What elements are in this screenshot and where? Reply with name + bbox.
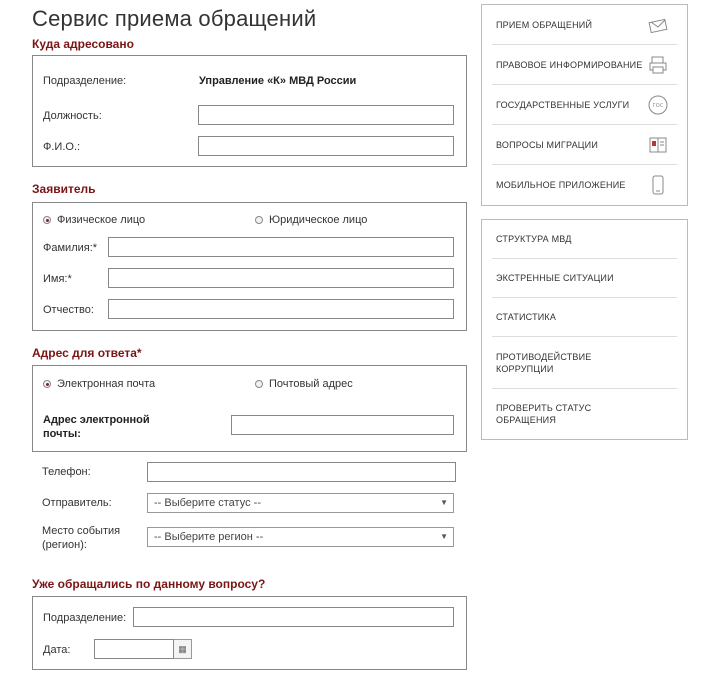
division-value: Управление «К» МВД России [199,75,357,87]
sidebar-item-label: МОБИЛЬНОЕ ПРИЛОЖЕНИЕ [496,180,626,190]
fio-label: Ф.И.О.: [43,141,81,153]
calendar-icon[interactable]: ▦ [174,639,192,659]
sidebar-item-structure[interactable] [492,220,677,259]
patronymic-input[interactable] [108,299,454,319]
phone-icon [647,174,669,196]
sidebar-item-legal-info[interactable] [492,45,677,85]
sidebar-item-migration[interactable] [492,125,677,165]
prev-division-label: Подразделение: [43,612,127,624]
radio-dot [43,216,51,224]
position-input[interactable] [198,105,454,125]
patronymic-label: Отчество: [43,304,94,316]
sidebar-item-label: ЭКСТРЕННЫЕ СИТУАЦИИ [496,273,614,283]
previous-box [32,596,467,670]
phone-input[interactable] [147,462,456,482]
sidebar-item-label: ПРИЕМ ОБРАЩЕНИЙ [496,19,593,30]
gosuslugi-icon [647,94,669,116]
sidebar-item-label: ПРАВОВОЕ ИНФОРМИРОВАНИЕ [496,59,643,70]
sidebar-item-label: СТРУКТУРА МВД [496,234,572,244]
radio-dot [255,216,263,224]
sender-select[interactable] [147,493,454,513]
position-label: Должность: [43,110,102,122]
sidebar-item-label: СТАТИСТИКА [496,312,557,322]
radio-email-label: Электронная почта [57,378,156,390]
prev-date-input[interactable] [94,639,174,659]
radio-legal[interactable] [255,214,367,226]
sidebar-item-label: ВОПРОСЫ МИГРАЦИИ [496,139,598,150]
sidebar-item-emergency[interactable] [492,259,677,298]
sidebar-item-gov-services[interactable] [492,85,677,125]
email-label: Адрес электронной почты: [43,414,150,440]
envelope-icon [647,14,669,36]
location-label: Место события (регион): [42,525,121,551]
location-select-value: -- Выберите регион -- [154,531,264,543]
sidebar-item-statistics[interactable] [492,298,677,337]
reply-box [32,365,467,452]
lastname-input[interactable] [108,237,454,257]
svg-text:гос: гос [652,102,664,109]
radio-dot [255,380,263,388]
sidebar-item-label: ПРОВЕРИТЬ СТАТУС ОБРАЩЕНИЯ [496,403,592,425]
radio-post-label: Почтовый адрес [269,378,353,390]
sidebar-item-anticorruption[interactable] [492,337,677,389]
sidebar-item-label: ГОСУДАРСТВЕННЫЕ УСЛУГИ [496,99,630,110]
sidebar-item-label: ПРОТИВОДЕЙСТВИЕ КОРРУПЦИИ [496,351,592,374]
sidebar-item-mobile-app[interactable] [492,165,677,205]
section-applicant-heading: Заявитель [32,182,96,196]
printer-icon [647,54,669,76]
section-reply-heading: Адрес для ответа* [32,346,142,360]
section-addressed-heading: Куда адресовано [32,37,134,51]
sidebar-info [481,219,688,440]
prev-date-label: Дата: [43,644,71,656]
sender-label: Отправитель: [42,497,112,509]
phone-label: Телефон: [42,466,91,478]
sender-select-value: -- Выберите статус -- [154,497,261,509]
location-select[interactable] [147,527,454,547]
fio-input[interactable] [198,136,454,156]
lastname-label: Фамилия:* [43,242,98,254]
division-label: Подразделение: [43,75,127,87]
radio-dot [43,380,51,388]
radio-individual-label: Физическое лицо [57,214,146,226]
section-previous-heading: Уже обращались по данному вопросу? [32,577,266,591]
radio-individual[interactable] [43,214,145,226]
email-input[interactable] [231,415,454,435]
sidebar-services [481,4,688,206]
radio-post[interactable] [255,378,353,390]
sidebar-item-check-status[interactable] [492,389,677,439]
passport-icon [647,134,669,156]
applicant-box [32,202,467,331]
prev-division-input[interactable] [133,607,454,627]
page-title: Сервис приема обращений [32,6,317,31]
sidebar-item-appeals[interactable] [492,5,677,45]
firstname-label: Имя:* [43,273,72,285]
radio-legal-label: Юридическое лицо [269,214,368,226]
chevron-down-icon: ▼ [440,532,448,541]
addressed-box [32,55,467,167]
radio-email[interactable] [43,378,155,390]
firstname-input[interactable] [108,268,454,288]
chevron-down-icon: ▼ [440,498,448,507]
